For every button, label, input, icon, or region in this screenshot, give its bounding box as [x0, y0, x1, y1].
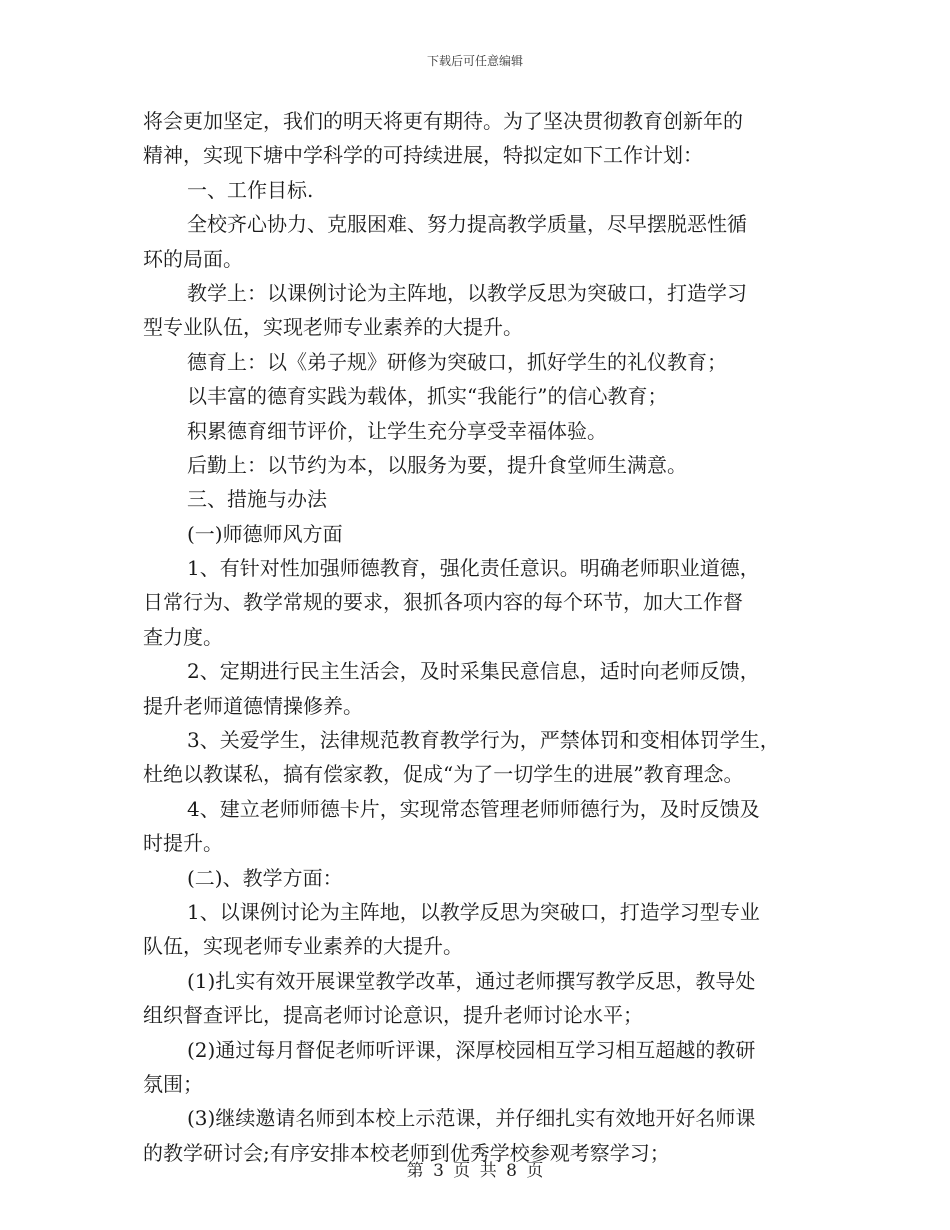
document-body [143, 104, 815, 1170]
text-line: 后勤上：以节约为本，以服务为要，提升食堂师生满意。 [187, 452, 687, 477]
text-line: 3、关爱学生，法律规范教育教学行为，严禁体罚和变相体罚学生， [187, 728, 780, 753]
text-line: 氛围； [143, 1071, 203, 1096]
page-header: 下载后可任意编辑 [426, 54, 523, 68]
text-line: 将会更加坚定，我们的明天将更有期待。为了坚决贯彻教育创新年的 [143, 109, 743, 133]
text-line: 2、定期进行民主生活会，及时采集民意信息，适时向老师反馈， [187, 659, 760, 684]
text-line: 提升老师道德情操修养。 [143, 693, 363, 718]
page-footer: 第 3 页 共 8 页 [406, 1161, 544, 1181]
text-line: 一、工作目标. [187, 177, 314, 202]
text-line: 杜绝以教谋私，搞有偿家教，促成“为了一切学生的进展”教育理念。 [143, 762, 744, 787]
text-line: 教学上：以课例讨论为主阵地，以教学反思为突破口，打造学习 [187, 280, 747, 305]
text-line: 组织督查评比，提高老师讨论意识，提升老师讨论水平； [143, 1003, 643, 1028]
text-line: (一)师德师风方面 [187, 521, 343, 546]
text-line: 查力度。 [143, 624, 223, 649]
text-line: (二)、教学方面： [187, 865, 343, 890]
text-line: 时提升。 [143, 831, 223, 856]
text-line: 1、以课例讨论为主阵地，以教学反思为突破口，打造学习型专业 [187, 899, 760, 924]
text-line: 环的局面。 [143, 246, 243, 271]
text-line: 队伍，实现老师专业素养的大提升。 [143, 934, 463, 959]
text-line: 精神，实现下塘中学科学的可持续进展，特拟定如下工作计划： [143, 143, 703, 168]
text-line: (1)扎实有效开展课堂教学改革，通过老师撰写教学反思，教导处 [187, 968, 756, 993]
text-line: 以丰富的德育实践为载体，抓实“我能行”的信心教育； [187, 384, 668, 409]
text-line: (2)通过每月督促老师听评课，深厚校园相互学习相互超越的教研 [187, 1037, 756, 1062]
text-line: 德育上：以《弟子规》研修为突破口，抓好学生的礼仪教育； [187, 349, 727, 374]
text-line: 积累德育细节评价，让学生充分享受幸福体验。 [187, 418, 607, 443]
text-line: 型专业队伍，实现老师专业素养的大提升。 [143, 315, 523, 340]
text-line: 全校齐心协力、克服困难、努力提高教学质量，尽早摆脱恶性循 [187, 212, 747, 237]
text-line: 的教学研讨会;有序安排本校老师到优秀学校参观考察学习； [143, 1140, 670, 1165]
text-line: 三、措施与办法 [187, 487, 327, 512]
text-line: 4、建立老师师德卡片，实现常态管理老师师德行为，及时反馈及 [187, 796, 760, 821]
text-line: 1、有针对性加强师德教育，强化责任意识。明确老师职业道德， [187, 556, 760, 581]
text-line: (3)继续邀请名师到本校上示范课，并仔细扎实有效地开好名师课 [187, 1106, 756, 1131]
text-line: 日常行为、教学常规的要求，狠抓各项内容的每个环节，加大工作督 [143, 590, 743, 615]
